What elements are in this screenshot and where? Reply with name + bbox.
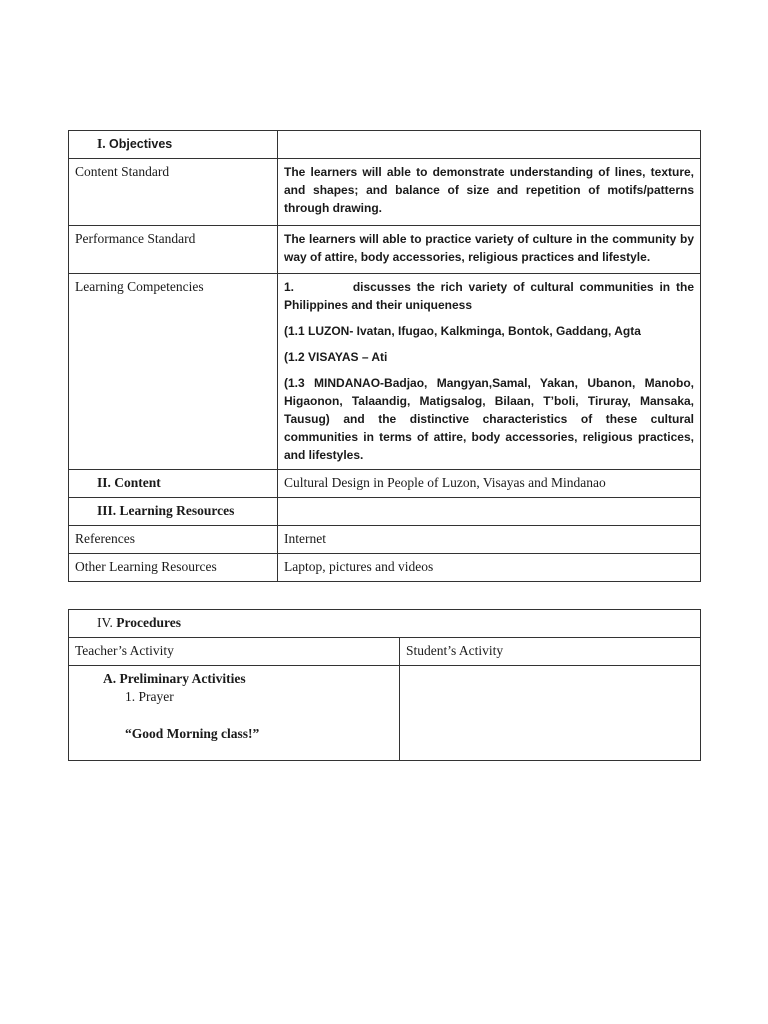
preliminary-heading: A. Preliminary Activities [103, 671, 246, 686]
objectives-heading-cell [69, 131, 278, 159]
lesson-plan-table [68, 130, 701, 582]
references-row [69, 526, 701, 554]
content-standard-text: The learners will able to demonstrate understanding of lines, texture, and shapes; and balance of size and repetition of motifs/patterns through drawing. [278, 159, 701, 226]
objectives-empty-cell [278, 131, 701, 159]
procedures-table [68, 609, 701, 761]
greeting-text: “Good Morning class!” [125, 726, 260, 741]
activity-header-row [69, 638, 701, 666]
teacher-activity-header: Teacher’s Activity [69, 638, 400, 666]
objectives-row [69, 131, 701, 159]
procedures-heading-row [69, 610, 701, 638]
learning-resources-heading: III. Learning Resources [69, 498, 278, 526]
procedures-heading: Procedures [116, 615, 182, 630]
other-resources-row [69, 554, 701, 582]
performance-standard-row [69, 226, 701, 274]
content-standard-row [69, 159, 701, 226]
content-row [69, 470, 701, 498]
performance-standard-label: Performance Standard [69, 226, 278, 274]
objectives-heading: Objectives [109, 137, 173, 151]
learning-competencies-list [278, 274, 701, 470]
learning-resources-row [69, 498, 701, 526]
content-standard-label: Content Standard [69, 159, 278, 226]
references-label: References [69, 526, 278, 554]
student-activity-header: Student’s Activity [400, 638, 701, 666]
procedures-heading-cell [69, 610, 701, 638]
competency-item: (1.2 VISAYAS – Ati [284, 350, 388, 364]
references-text: Internet [278, 526, 701, 554]
competency-item: (1.3 MINDANAO-Badjao, Mangyan,Samal, Yakan, Ubanon, Manobo, Higaonon, Talaandig, Matigsalog, Bilaan, T’boli, Tiruray, Mansaka, Tausug) and the distinctive characteristics of these cultural communities in terms of attire, body accessories, religious practices, and lifestyles. [284, 376, 694, 462]
learning-competencies-label: Learning Competencies [69, 274, 278, 470]
learning-competencies-row [69, 274, 701, 470]
learning-resources-empty-cell [278, 498, 701, 526]
performance-standard-text: The learners will able to practice variety of culture in the community by way of attire, body accessories, religious practices and lifestyle. [278, 226, 701, 274]
procedures-number: IV. [97, 615, 113, 630]
competency-item: 1. discusses the rich variety of cultural communities in the Philippines and their uniqueness [284, 280, 694, 312]
objectives-number: I. [97, 136, 106, 151]
preliminary-row [69, 666, 701, 761]
student-activity-cell [400, 666, 701, 761]
competency-item: (1.1 LUZON- Ivatan, Ifugao, Kalkminga, Bontok, Gaddang, Agta [284, 324, 641, 338]
other-resources-label: Other Learning Resources [69, 554, 278, 582]
teacher-activity-cell [69, 666, 400, 761]
content-heading: II. Content [69, 470, 278, 498]
prayer-item: 1. Prayer [125, 689, 174, 704]
content-text: Cultural Design in People of Luzon, Visayas and Mindanao [278, 470, 701, 498]
other-resources-text: Laptop, pictures and videos [278, 554, 701, 582]
